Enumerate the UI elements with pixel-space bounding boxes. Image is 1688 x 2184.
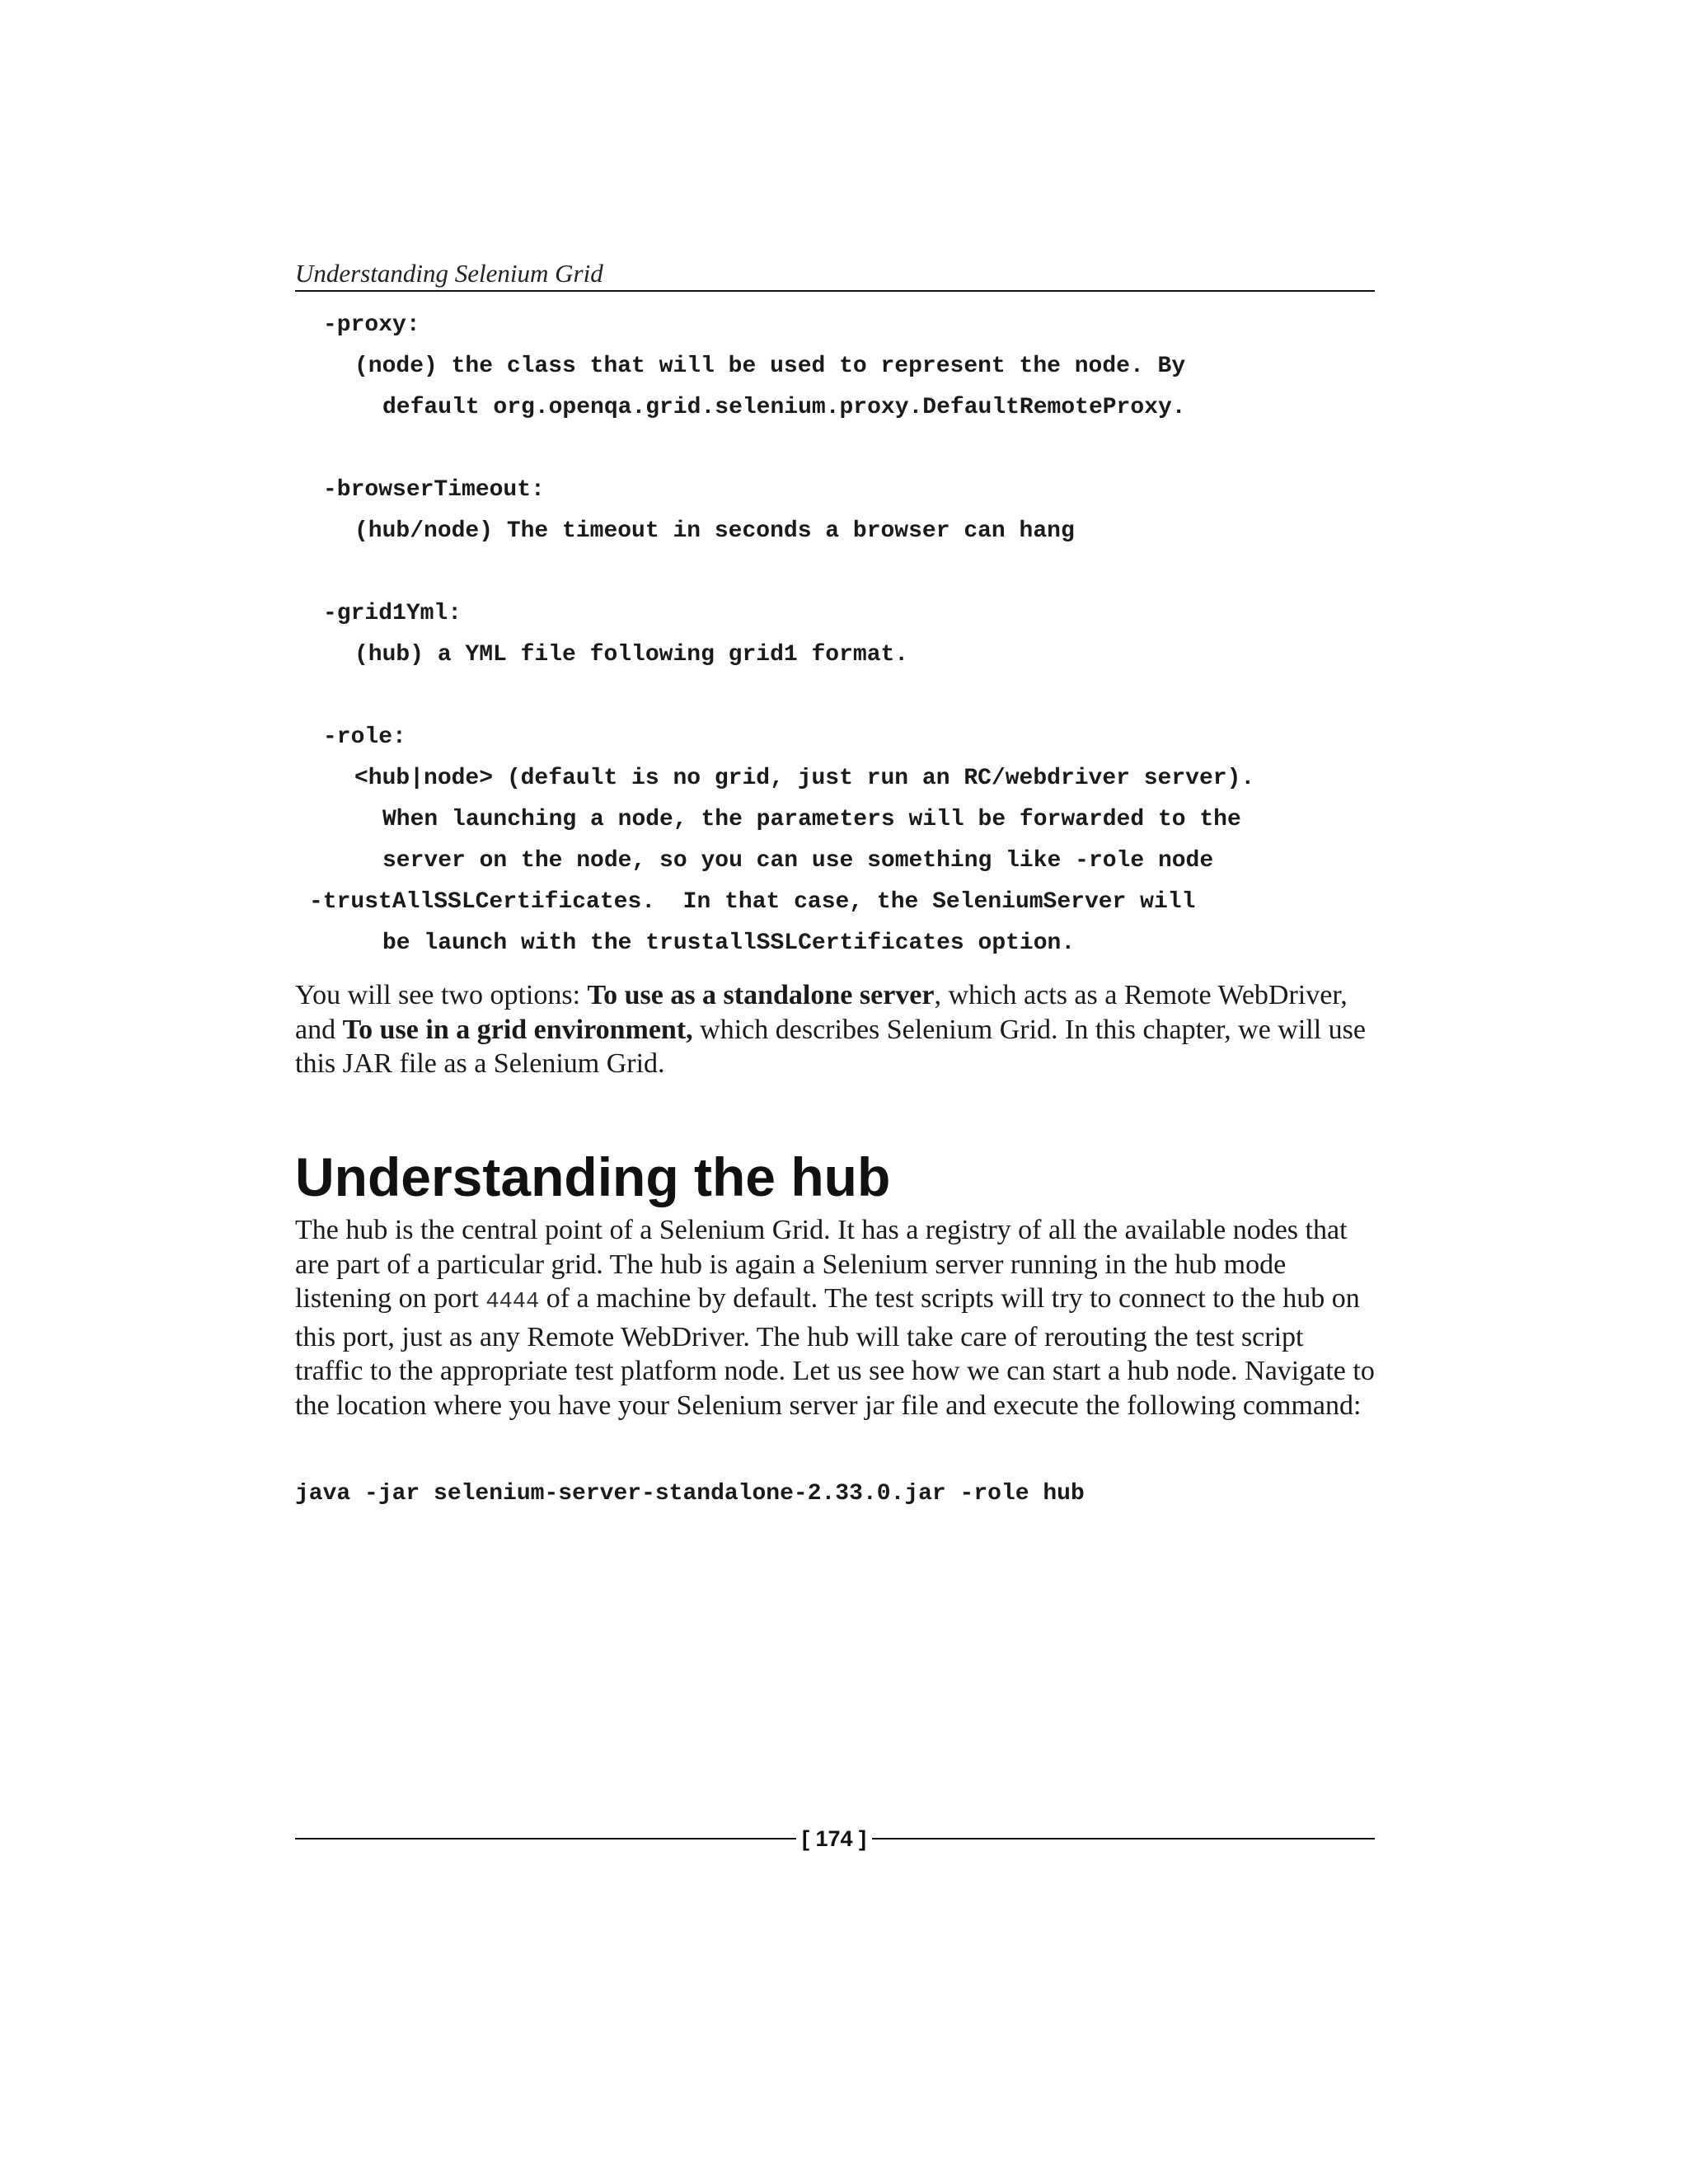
- intro-text-2: , which acts as a Remote WebDriver, and: [295, 980, 1348, 1045]
- footer-rule-right: [872, 1838, 1375, 1840]
- running-header: Understanding Selenium Grid: [295, 259, 603, 288]
- header-rule: [295, 290, 1375, 292]
- hub-text-1: The hub is the central point of a Selenium Grid. It has a registry of all the available nodes that are part of a particular grid. The hub is again a Selenium server running in the hub mode listening on port: [295, 1215, 1348, 1314]
- code-line-role-desc-1: <hub|node> (default is no grid, just run an RC/webdriver server).: [354, 766, 1255, 791]
- code-line-grid1yml-option: -grid1Yml:: [323, 601, 462, 626]
- code-line-browser-timeout-option: -browserTimeout:: [323, 477, 545, 503]
- code-line-role-desc-3: server on the node, so you can use something like -role node: [382, 848, 1214, 874]
- code-line-proxy-desc-2: default org.openqa.grid.selenium.proxy.DefaultRemoteProxy.: [382, 395, 1186, 420]
- intro-bold-standalone: To use as a standalone server: [587, 980, 935, 1010]
- section-heading: Understanding the hub: [295, 1146, 891, 1207]
- hub-start-command: java -jar selenium-server-standalone-2.33.0.jar -role hub: [295, 1481, 1085, 1507]
- page-number: [ 174 ]: [801, 1826, 867, 1851]
- hub-paragraph: [295, 1213, 1375, 1422]
- code-line-grid1yml-desc: (hub) a YML file following grid1 format.: [354, 642, 909, 668]
- code-line-role-desc-2: When launching a node, the parameters will be forwarded to the: [382, 807, 1241, 832]
- code-line-proxy-option: -proxy:: [323, 312, 420, 338]
- intro-bold-grid: To use in a grid environment,: [342, 1014, 693, 1045]
- hub-port-code: 4444: [485, 1290, 540, 1315]
- intro-paragraph: [295, 978, 1375, 1081]
- code-line-role-desc-5: be launch with the trustallSSLCertificates option.: [382, 930, 1076, 956]
- code-line-role-desc-4: -trustAllSSLCertificates. In that case, the SeleniumServer will: [309, 889, 1196, 915]
- footer-rule-left: [295, 1838, 796, 1840]
- intro-text-3: which describes Selenium Grid. In this chapter, we will use this JAR file as a Selenium Grid.: [295, 1014, 1367, 1079]
- code-line-role-option: -role:: [323, 724, 406, 750]
- intro-text-1: You will see two options:: [295, 980, 588, 1010]
- code-line-browser-timeout-desc: (hub/node) The timeout in seconds a browser can hang: [354, 518, 1075, 544]
- code-line-proxy-desc-1: (node) the class that will be used to represent the node. By: [354, 354, 1186, 379]
- hub-text-2: of a machine by default. The test scripts will try to connect to the hub on this port, just as any Remote WebDriver. The hub will take care of rerouting the test script traffic to the appropriate test platform node. Let us see how we can start a hub node. Navigate to the location where you have your Selenium server jar file and execute the following command:: [295, 1283, 1375, 1421]
